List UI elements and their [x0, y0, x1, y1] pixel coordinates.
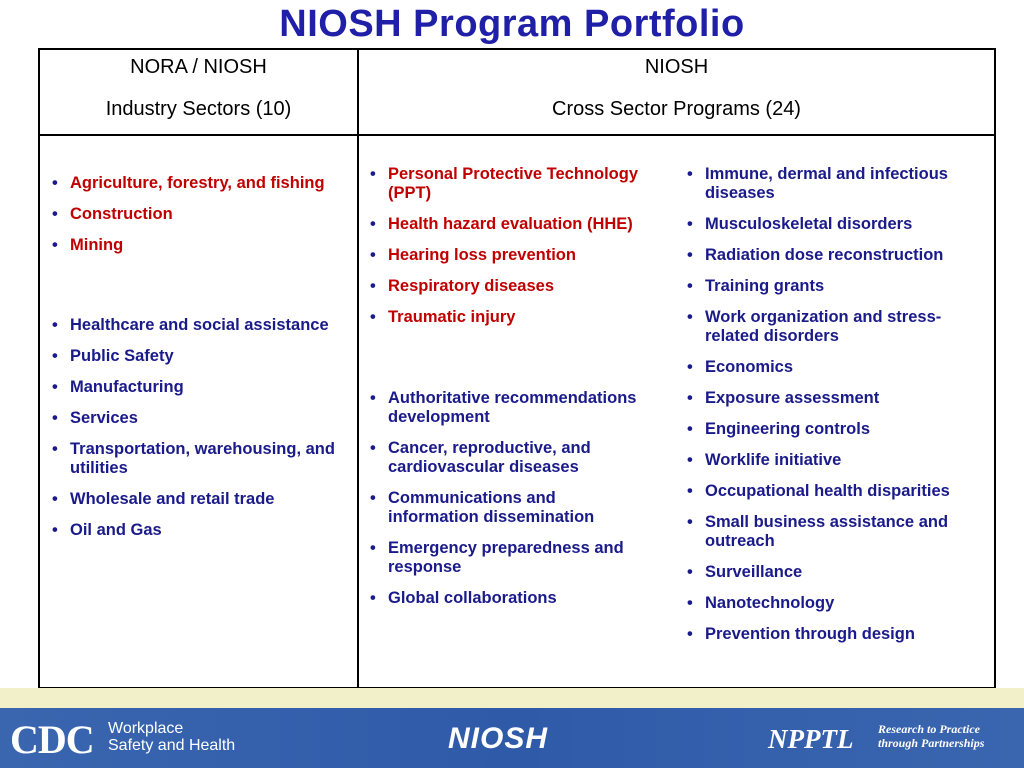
- list-item: • Surveillance: [683, 563, 983, 582]
- column-divider: [357, 50, 359, 687]
- list-item: • Respiratory diseases: [366, 277, 646, 296]
- sectors-header: [40, 56, 357, 120]
- list-item: • Musculoskeletal disorders: [683, 215, 983, 234]
- list-item: • Global collaborations: [366, 589, 646, 608]
- cross-programs-list-b: [683, 165, 983, 656]
- list-item: • Personal Protective Technology (PPT): [366, 165, 646, 203]
- cdc-tagline-line1: Workplace: [108, 720, 184, 737]
- list-item: • Training grants: [683, 277, 983, 296]
- list-item: • Communications and information dissemination: [366, 489, 646, 527]
- sectors-other-list: [48, 316, 348, 552]
- list-item: • Work organization and stress-related disorders: [683, 308, 983, 346]
- list-item: • Hearing loss prevention: [366, 246, 646, 265]
- footer-bar: [0, 708, 1024, 768]
- list-item: • Oil and Gas: [48, 521, 348, 540]
- cross-sector-header-line1: NIOSH: [644, 56, 709, 78]
- cdc-tagline: [108, 720, 235, 754]
- footer-banner: [0, 688, 1024, 768]
- list-item: • Engineering controls: [683, 420, 983, 439]
- list-item: • Services: [48, 409, 348, 428]
- footer-stripe: [0, 688, 1024, 708]
- cross-programs-priority-list: [366, 165, 646, 339]
- cdc-logo: CDC: [10, 717, 94, 762]
- list-item: • Cancer, reproductive, and cardiovascular diseases: [366, 439, 646, 477]
- list-item: • Nanotechnology: [683, 594, 983, 613]
- list-item: • Health hazard evaluation (HHE): [366, 215, 646, 234]
- list-item: • Economics: [683, 358, 983, 377]
- header-divider: [40, 134, 994, 136]
- cross-programs-list-a: [366, 389, 646, 620]
- sectors-header-line2: Industry Sectors (10): [105, 98, 292, 120]
- list-item: • Exposure assessment: [683, 389, 983, 408]
- list-item: • Immune, dermal and infectious diseases: [683, 165, 983, 203]
- npptl-logo: NPPTL: [768, 724, 854, 754]
- cross-sector-header-line2: Cross Sector Programs (24): [552, 98, 801, 120]
- list-item: • Traumatic injury: [366, 308, 646, 327]
- list-item: • Occupational health disparities: [683, 482, 983, 501]
- list-item: • Authoritative recommendations development: [366, 389, 646, 427]
- list-item: • Emergency preparedness and response: [366, 539, 646, 577]
- list-item: • Mining: [48, 236, 348, 255]
- list-item: • Transportation, warehousing, and utilities: [48, 440, 348, 478]
- list-item: • Manufacturing: [48, 378, 348, 397]
- page-title: NIOSH Program Portfolio: [279, 3, 745, 45]
- list-item: • Healthcare and social assistance: [48, 316, 348, 335]
- list-item: • Construction: [48, 205, 348, 224]
- npptl-tagline-line1: Research to Practice: [878, 722, 980, 736]
- npptl-tagline-line2: through Partnerships: [878, 736, 985, 750]
- list-item: • Public Safety: [48, 347, 348, 366]
- list-item: • Radiation dose reconstruction: [683, 246, 983, 265]
- list-item: • Wholesale and retail trade: [48, 490, 348, 509]
- sectors-header-line1: NORA / NIOSH: [130, 56, 267, 78]
- cdc-tagline-line2: Safety and Health: [108, 737, 236, 754]
- list-item: • Worklife initiative: [683, 451, 983, 470]
- list-item: • Agriculture, forestry, and fishing: [48, 174, 348, 193]
- sectors-priority-list: [48, 174, 348, 267]
- cross-sector-header: [359, 56, 994, 120]
- list-item: • Small business assistance and outreach: [683, 513, 983, 551]
- niosh-logo: NIOSH: [448, 722, 549, 755]
- npptl-tagline: [878, 722, 984, 750]
- list-item: • Prevention through design: [683, 625, 983, 644]
- portfolio-table: [38, 48, 996, 689]
